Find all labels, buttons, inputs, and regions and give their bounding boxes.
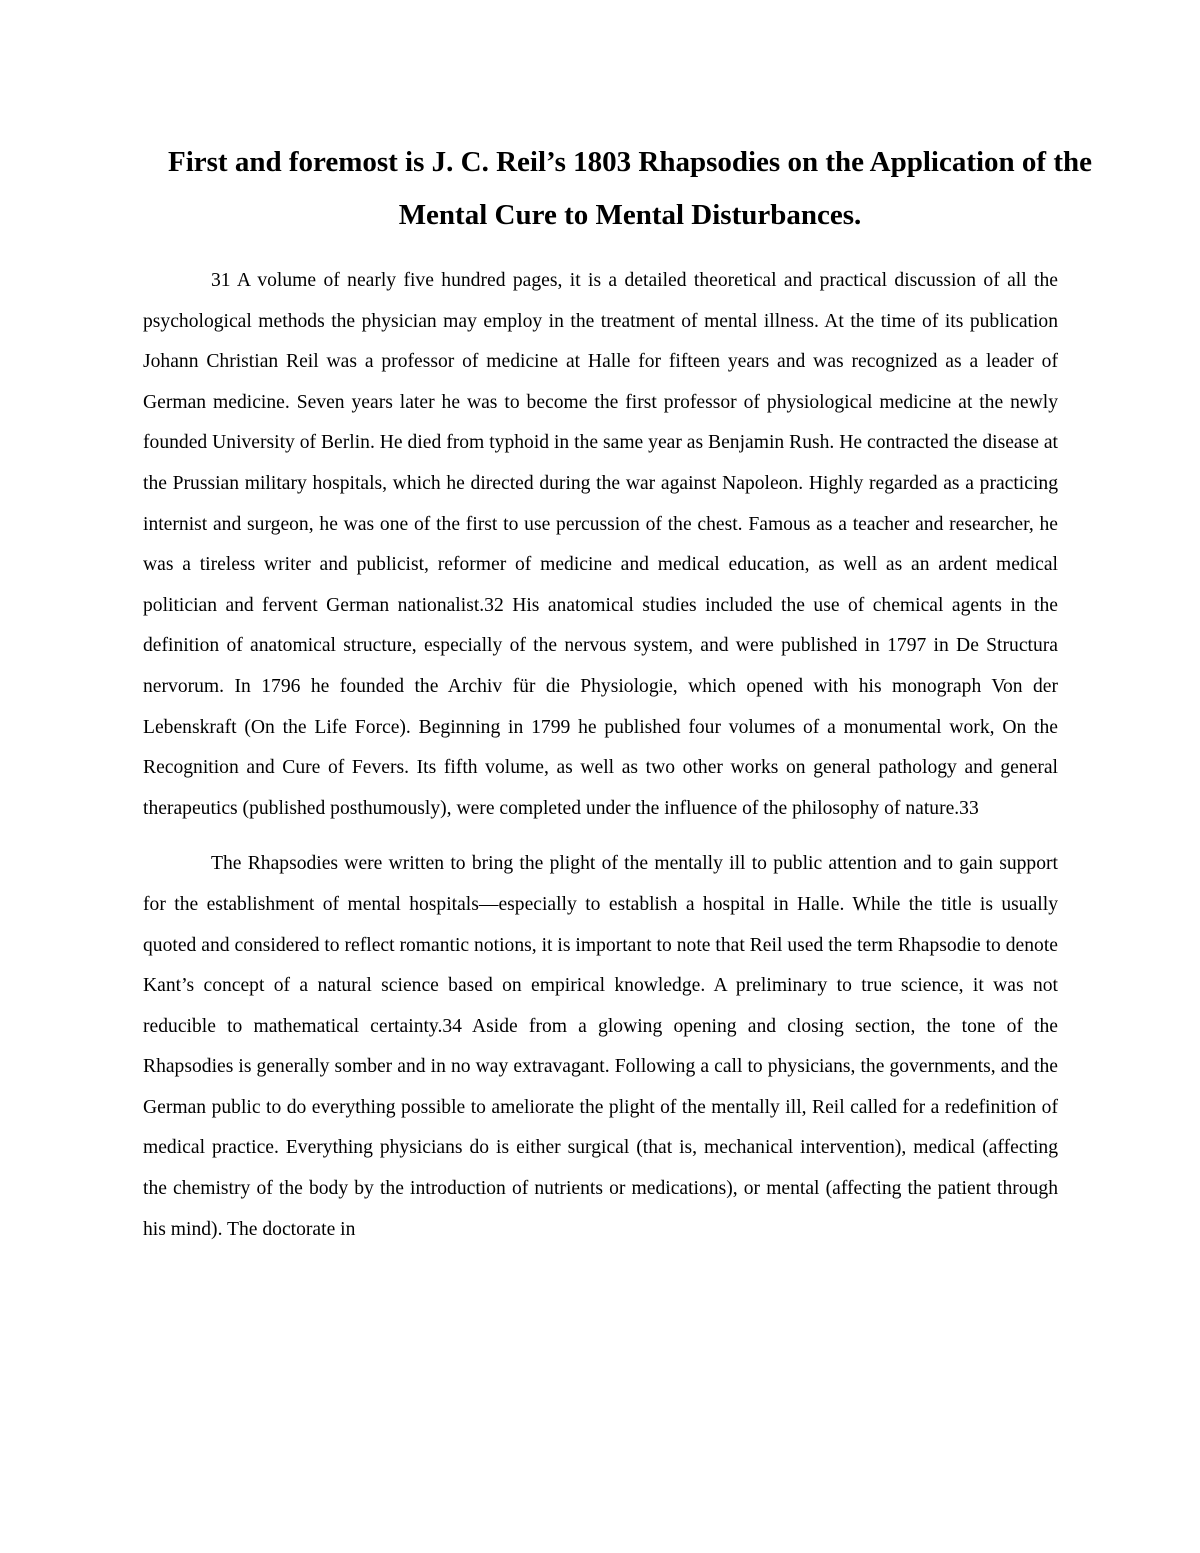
page-title: First and foremost is J. C. Reil’s 1803 Rhapsodies on the Application of the Mental Cure to Mental Disturbances.	[167, 146, 1092, 231]
paragraph-1: 31 A volume of nearly five hundred pages, it is a detailed theoretical and practical discussion of all the psychological methods the physician may employ in the treatment of mental illness. At the time of its publication Johann Christian Reil was a professor of medicine at Halle for fifteen years and was recognized as a leader of German medicine. Seven years later he was to become the first professor of physiological medicine at the newly founded University of Berlin. He died from typhoid in the same year as Benjamin Rush. He contracted the disease at the Prussian military hospitals, which he directed during the war against Napoleon. Highly regarded as a practicing internist and surgeon, he was one of the first to use percussion of the chest. Famous as a teacher and researcher, he was a tireless writer and publicist, reformer of medicine and medical education, as well as an ardent medical politician and fervent German nationalist.32 His anatomical studies included the use of chemical agents in the definition of anatomical structure, especially of the nervous system, and were published in 1797 in De Structura nervorum. In 1796 he founded the Archiv für die Physiologie, which opened with his monograph Von der Lebenskraft (On the Life Force). Beginning in 1799 he published four volumes of a monumental work, On the Recognition and Cure of Fevers. Its fifth volume, as well as two other works on general pathology and general therapeutics (published posthumously), were completed under the influence of the philosophy of nature.33	[143, 270, 1058, 819]
paragraph-spacer	[143, 829, 1058, 844]
document-body	[143, 261, 1058, 1250]
paragraph-2: The Rhapsodies were written to bring the plight of the mentally ill to public attention and to gain support for the establishment of mental hospitals—especially to establish a hospital in Halle. While the title is usually quoted and considered to reflect romantic notions, it is important to note that Reil used the term Rhapsodie to denote Kant’s concept of a natural science based on empirical knowledge. A preliminary to true science, it was not reducible to mathematical certainty.34 Aside from a glowing opening and closing section, the tone of the Rhapsodies is generally somber and in no way extravagant. Following a call to physicians, the governments, and the German public to do everything possible to ameliorate the plight of the mentally ill, Reil called for a redefinition of medical practice. Everything physicians do is either surgical (that is, mechanical intervention), medical (affecting the chemistry of the body by the introduction of nutrients or medications), or mental (affecting the patient through his mind). The doctorate in	[143, 853, 1058, 1240]
